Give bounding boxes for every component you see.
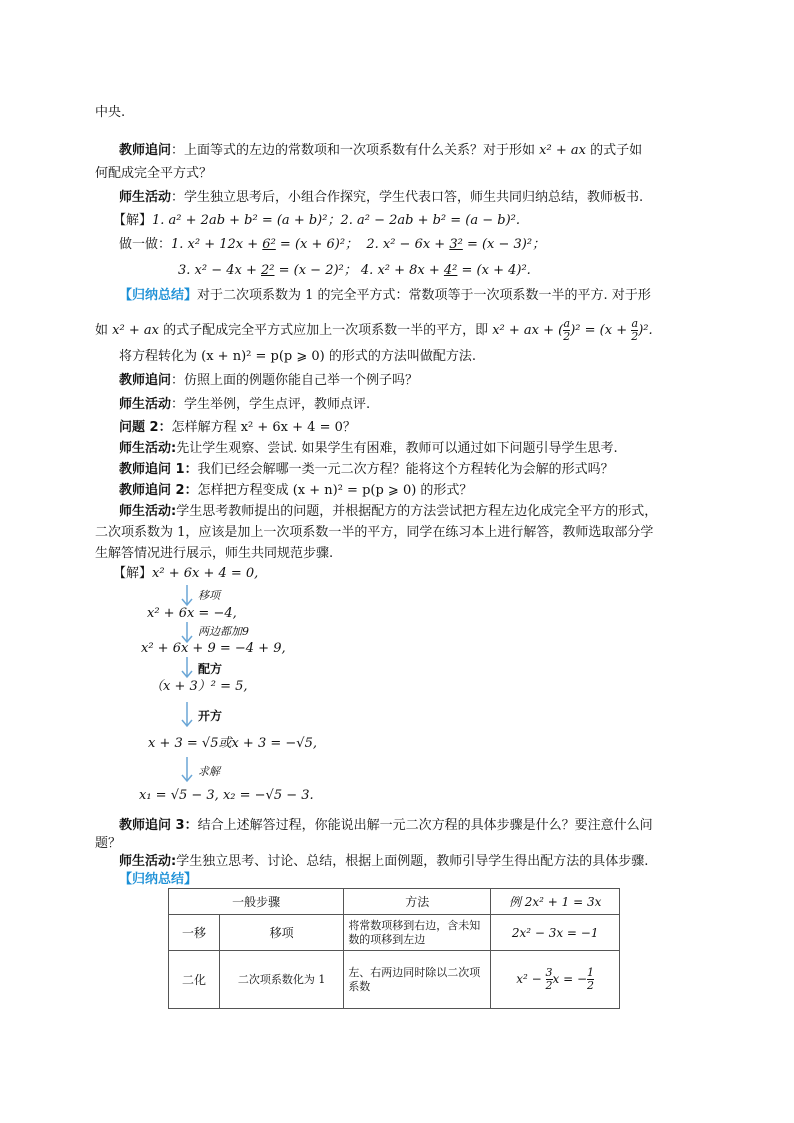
teacher-question-4	[119, 482, 472, 500]
table-row	[169, 951, 620, 1009]
try-2-answer: 3²	[449, 237, 463, 252]
expr: x² + ax	[112, 323, 159, 338]
label: 教师追问	[119, 373, 172, 388]
text: 怎样把方程变成 (x + n)² = p(p ⩾ 0) 的形式？	[197, 483, 473, 498]
numerator: a	[631, 317, 639, 330]
arrow-down-icon	[180, 757, 194, 783]
try-3-tail: = (x − 2)²；	[274, 263, 357, 278]
try-4: 4. x² + 8x +	[360, 263, 444, 278]
text: ：学生举例，学生点评，教师点评.	[171, 397, 371, 412]
text: 我们已经会解哪一类一元二次方程？能将这个方程转化为会解的形式吗？	[197, 462, 614, 477]
step-label-1: 移项	[198, 589, 220, 602]
summary-1-line2	[95, 318, 653, 344]
step-3: （x + 3）² = 5,	[150, 679, 248, 694]
cell-example: 2x² − 3x = −1	[491, 915, 620, 951]
numerator: a	[563, 317, 570, 330]
try-1-tail: = (x + 6)²；	[275, 237, 359, 252]
label: 问题 2：	[119, 420, 172, 435]
label: 师生活动:	[119, 504, 177, 519]
text: 对于二次项系数为 1 的完全平方式：常数项等于一次项系数一半的平方. 对于形	[197, 288, 651, 303]
label: 教师追问	[119, 143, 172, 158]
header-example: 例 2x² + 1 = 3x	[491, 889, 620, 915]
try-4-tail: = (x + 4)².	[457, 263, 531, 278]
step-4: x + 3 = √5或x + 3 = −√5,	[148, 736, 317, 751]
step-1: x² + 6x = −4,	[147, 606, 237, 621]
label: 做一做：	[119, 237, 172, 252]
try-row-1	[119, 236, 545, 254]
text: 先让学生观察、尝试. 如果学生有困难，教师可以通过如下问题引导学生思考.	[176, 441, 618, 456]
teacher-question-5	[119, 817, 653, 835]
cell-step: 一移	[169, 915, 220, 951]
activity-4	[119, 503, 657, 521]
step-5: x₁ = √5 − 3, x₂ = −√5 − 3.	[139, 788, 314, 803]
try-1-answer: 6²	[262, 237, 276, 252]
text-c: 的式子配成完全平方式应加上一次项系数一半的平方，即	[158, 323, 493, 338]
step-2: x² + 6x + 9 = −4 + 9,	[141, 641, 286, 656]
activity-2	[119, 396, 370, 414]
text: ：仿照上面的例题你能自己举一个例子吗？	[171, 373, 419, 388]
steps-table	[168, 888, 620, 1009]
step-label-5: 求解	[198, 765, 220, 778]
label: 师生活动:	[119, 441, 177, 456]
label: 【归纳总结】	[119, 288, 198, 303]
try-2-tail: = (x − 3)²；	[462, 237, 546, 252]
formula-b: )² = (x +	[570, 323, 632, 338]
label: 【解】	[113, 566, 153, 581]
table-header-row	[169, 889, 620, 915]
step-label-4: 开方	[198, 709, 223, 723]
activity-4-line2: 二次项系数为 1，应该是加上一次项系数一半的平方，同学在练习本上进行解答，教师选取部分学	[95, 525, 654, 540]
label: 【归纳总结】	[119, 872, 198, 887]
fraction	[587, 967, 594, 992]
try-4-answer: 4²	[443, 263, 458, 278]
table-row	[169, 915, 620, 951]
ex-b: x = −	[552, 972, 588, 986]
summary-2-label	[119, 871, 197, 889]
activity-3	[119, 440, 618, 458]
header-method: 方法	[344, 889, 491, 915]
try-row-2	[178, 262, 531, 280]
numerator: 3	[545, 966, 553, 979]
text: 学生思考教师提出的问题，并根据配方的方法尝试把方程左边化成完全平方的形式，	[176, 504, 658, 519]
try-2: 2. x² − 6x +	[366, 237, 450, 252]
text: ：上面等式的左边的常数项和一次项系数有什么关系？对于形如	[171, 143, 536, 158]
numerator: 1	[587, 966, 595, 979]
cell-name: 移项	[220, 915, 344, 951]
teacher-question-3	[119, 461, 614, 479]
try-1: 1. x² + 12x +	[171, 237, 263, 252]
try-3-answer: 2²	[261, 263, 275, 278]
teacher-question-1	[119, 142, 642, 160]
try-3: 3. x² − 4x +	[178, 263, 261, 278]
text: 怎样解方程 x² + 6x + 4 = 0？	[171, 420, 356, 435]
text-tail: 的式子如	[585, 143, 643, 158]
fraction	[546, 967, 553, 992]
activity-5	[119, 853, 648, 871]
formula-a: x² + ax + (	[492, 323, 564, 338]
denominator: 2	[631, 330, 639, 343]
text: 学生独立思考、讨论、总结，根据上面例题，教师引导学生得出配方法的具体步骤.	[176, 854, 649, 869]
arrow-down-icon	[180, 585, 194, 607]
denominator: 2	[563, 330, 571, 343]
text: 结合上述解答过程，你能说出解一元二次方程的具体步骤是什么？要注意什么问	[197, 818, 653, 833]
solution-2-start	[113, 565, 258, 583]
teacher-question-1-line2: 何配成完全平方式？	[95, 166, 213, 181]
arrow-down-icon	[180, 657, 194, 679]
text: ：学生独立思考后，小组合作探究，学生代表口答，师生共同归纳总结，教师板书.	[171, 190, 644, 205]
denominator: 2	[587, 979, 595, 992]
label: 师生活动	[119, 397, 172, 412]
activity-4-line3: 生解答情况进行展示，师生共同规范步骤.	[95, 546, 334, 561]
label: 教师追问 1：	[119, 462, 198, 477]
text: 1. a² + 2ab + b² = (a + b)²；2. a² − 2ab + b² = (a − b)².	[152, 213, 521, 228]
label: 师生活动	[119, 190, 172, 205]
expr: x² + ax	[539, 143, 586, 158]
problem-2	[119, 419, 356, 437]
step-label-3: 配方	[198, 662, 223, 676]
label: 【解】	[113, 213, 153, 228]
cell-step: 二化	[169, 951, 220, 1009]
activity-1	[119, 189, 643, 207]
cell-method: 将常数项移到右边，含未知数的项移到左边	[344, 915, 491, 951]
label: 教师追问 2：	[119, 483, 198, 498]
step-0: x² + 6x + 4 = 0,	[152, 566, 259, 581]
paragraph-fragment: 中央.	[95, 105, 126, 120]
denominator: 2	[545, 979, 553, 992]
solution-1	[113, 212, 520, 230]
cell-name: 二次项系数化为 1	[220, 951, 344, 1009]
label: 师生活动:	[119, 854, 177, 869]
cell-method: 左、右两边同时除以二次项系数	[344, 951, 491, 1009]
arrow-down-icon	[180, 702, 194, 728]
text-a: 如	[95, 323, 113, 338]
teacher-question-2	[119, 372, 418, 390]
header-steps: 一般步骤	[169, 889, 344, 915]
summary-1	[119, 287, 651, 305]
formula-c: )².	[638, 323, 653, 338]
cell-example	[491, 951, 620, 1009]
label: 教师追问 3：	[119, 818, 198, 833]
step-label-2: 两边都加9	[198, 625, 249, 638]
teacher-question-5-line2: 题？	[95, 836, 122, 851]
ex-a: x² −	[516, 972, 546, 986]
definition: 将方程转化为 (x + n)² = p(p ⩾ 0) 的形式的方法叫做配方法.	[119, 349, 476, 364]
